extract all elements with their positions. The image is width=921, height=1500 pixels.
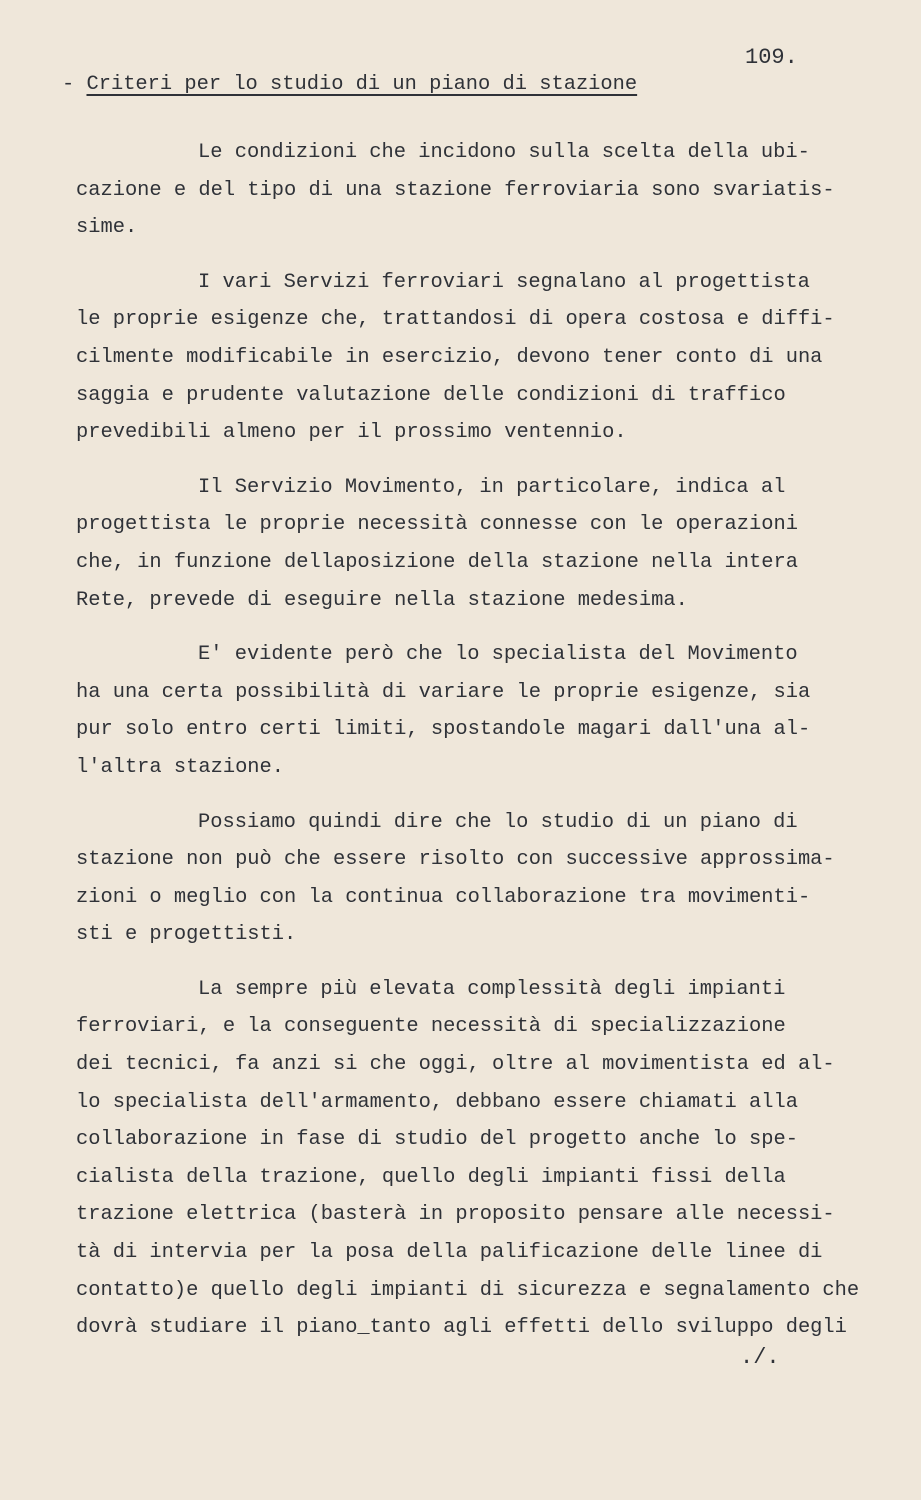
text-line: Il Servizio Movimento, in particolare, indica al [198, 475, 786, 499]
text-line: sti e progettisti. [76, 923, 297, 947]
text-line: Le condizioni che incidono sulla scelta della ubi- [198, 141, 810, 164]
paragraph [76, 134, 896, 247]
text-line: E' evidente però che lo specialista del Movimento [198, 643, 798, 667]
paragraph [76, 636, 896, 786]
text-line: contatto)e quello degli impianti di sicurezza e segnalamento che [76, 1278, 860, 1302]
paragraph [76, 804, 896, 954]
heading-dash: - [62, 73, 87, 96]
text-line: collaborazione in fase di studio del progetto anche lo spe- [76, 1128, 798, 1152]
text-line: Possiamo quindi dire che lo studio di un piano di [198, 810, 798, 834]
text-line: che, in funzione dellaposizione della stazione nella intera [76, 550, 798, 574]
text-line: le proprie esigenze che, trattandosi di opera costosa e diffi- [76, 308, 835, 332]
text-line: zioni o meglio con la continua collaborazione tra movimenti- [76, 885, 811, 909]
text-line: La sempre più elevata complessità degli impianti [198, 977, 786, 1001]
text-line: prevedibili almeno per il prossimo ventennio. [76, 421, 627, 445]
text-line: I vari Servizi ferroviari segnalano al progettista [198, 270, 810, 294]
text-line: ha una certa possibilità di variare le proprie esigenze, sia [76, 680, 811, 704]
continuation-mark: ./. [740, 1345, 780, 1370]
heading-title: Criteri per lo studio di un piano di stazione [86, 73, 638, 96]
text-line: stazione non può che essere risolto con successive approssima- [76, 848, 835, 872]
paragraph [76, 971, 896, 1347]
body-text [76, 134, 896, 1347]
text-line: dovrà studiare il piano_tanto agli effetti dello sviluppo degli [76, 1316, 847, 1340]
text-line: sime. [76, 216, 138, 240]
text-line: lo specialista dell'armamento, debbano essere chiamati alla [76, 1090, 798, 1114]
text-line: progettista le proprie necessità connesse con le operazioni [76, 513, 798, 537]
text-line: cialista della trazione, quello degli impianti fissi della [76, 1165, 786, 1189]
paragraph [76, 469, 896, 619]
text-line: pur solo entro certi limiti, spostandole magari dall'una al- [76, 718, 811, 742]
text-line: Rete, prevede di eseguire nella stazione medesima. [76, 588, 688, 612]
text-line: tà di intervia per la posa della palificazione delle linee di [76, 1241, 823, 1265]
text-line: dei tecnici, fa anzi si che oggi, oltre al movimentista ed al- [76, 1053, 835, 1077]
text-line: trazione elettrica (basterà in proposito pensare alle necessi- [76, 1203, 835, 1227]
text-line: l'altra stazione. [76, 755, 285, 779]
page-number: 109. [745, 45, 798, 70]
text-line: saggia e prudente valutazione delle condizioni di traffico [76, 383, 786, 407]
text-line: cilmente modificabile in esercizio, devono tener conto di una [76, 345, 823, 369]
section-heading [62, 73, 637, 96]
text-line: ferroviari, e la conseguente necessità di specializzazione [76, 1015, 786, 1039]
text-line: cazione e del tipo di una stazione ferroviaria sono svariatis- [76, 178, 835, 202]
paragraph [76, 264, 896, 452]
